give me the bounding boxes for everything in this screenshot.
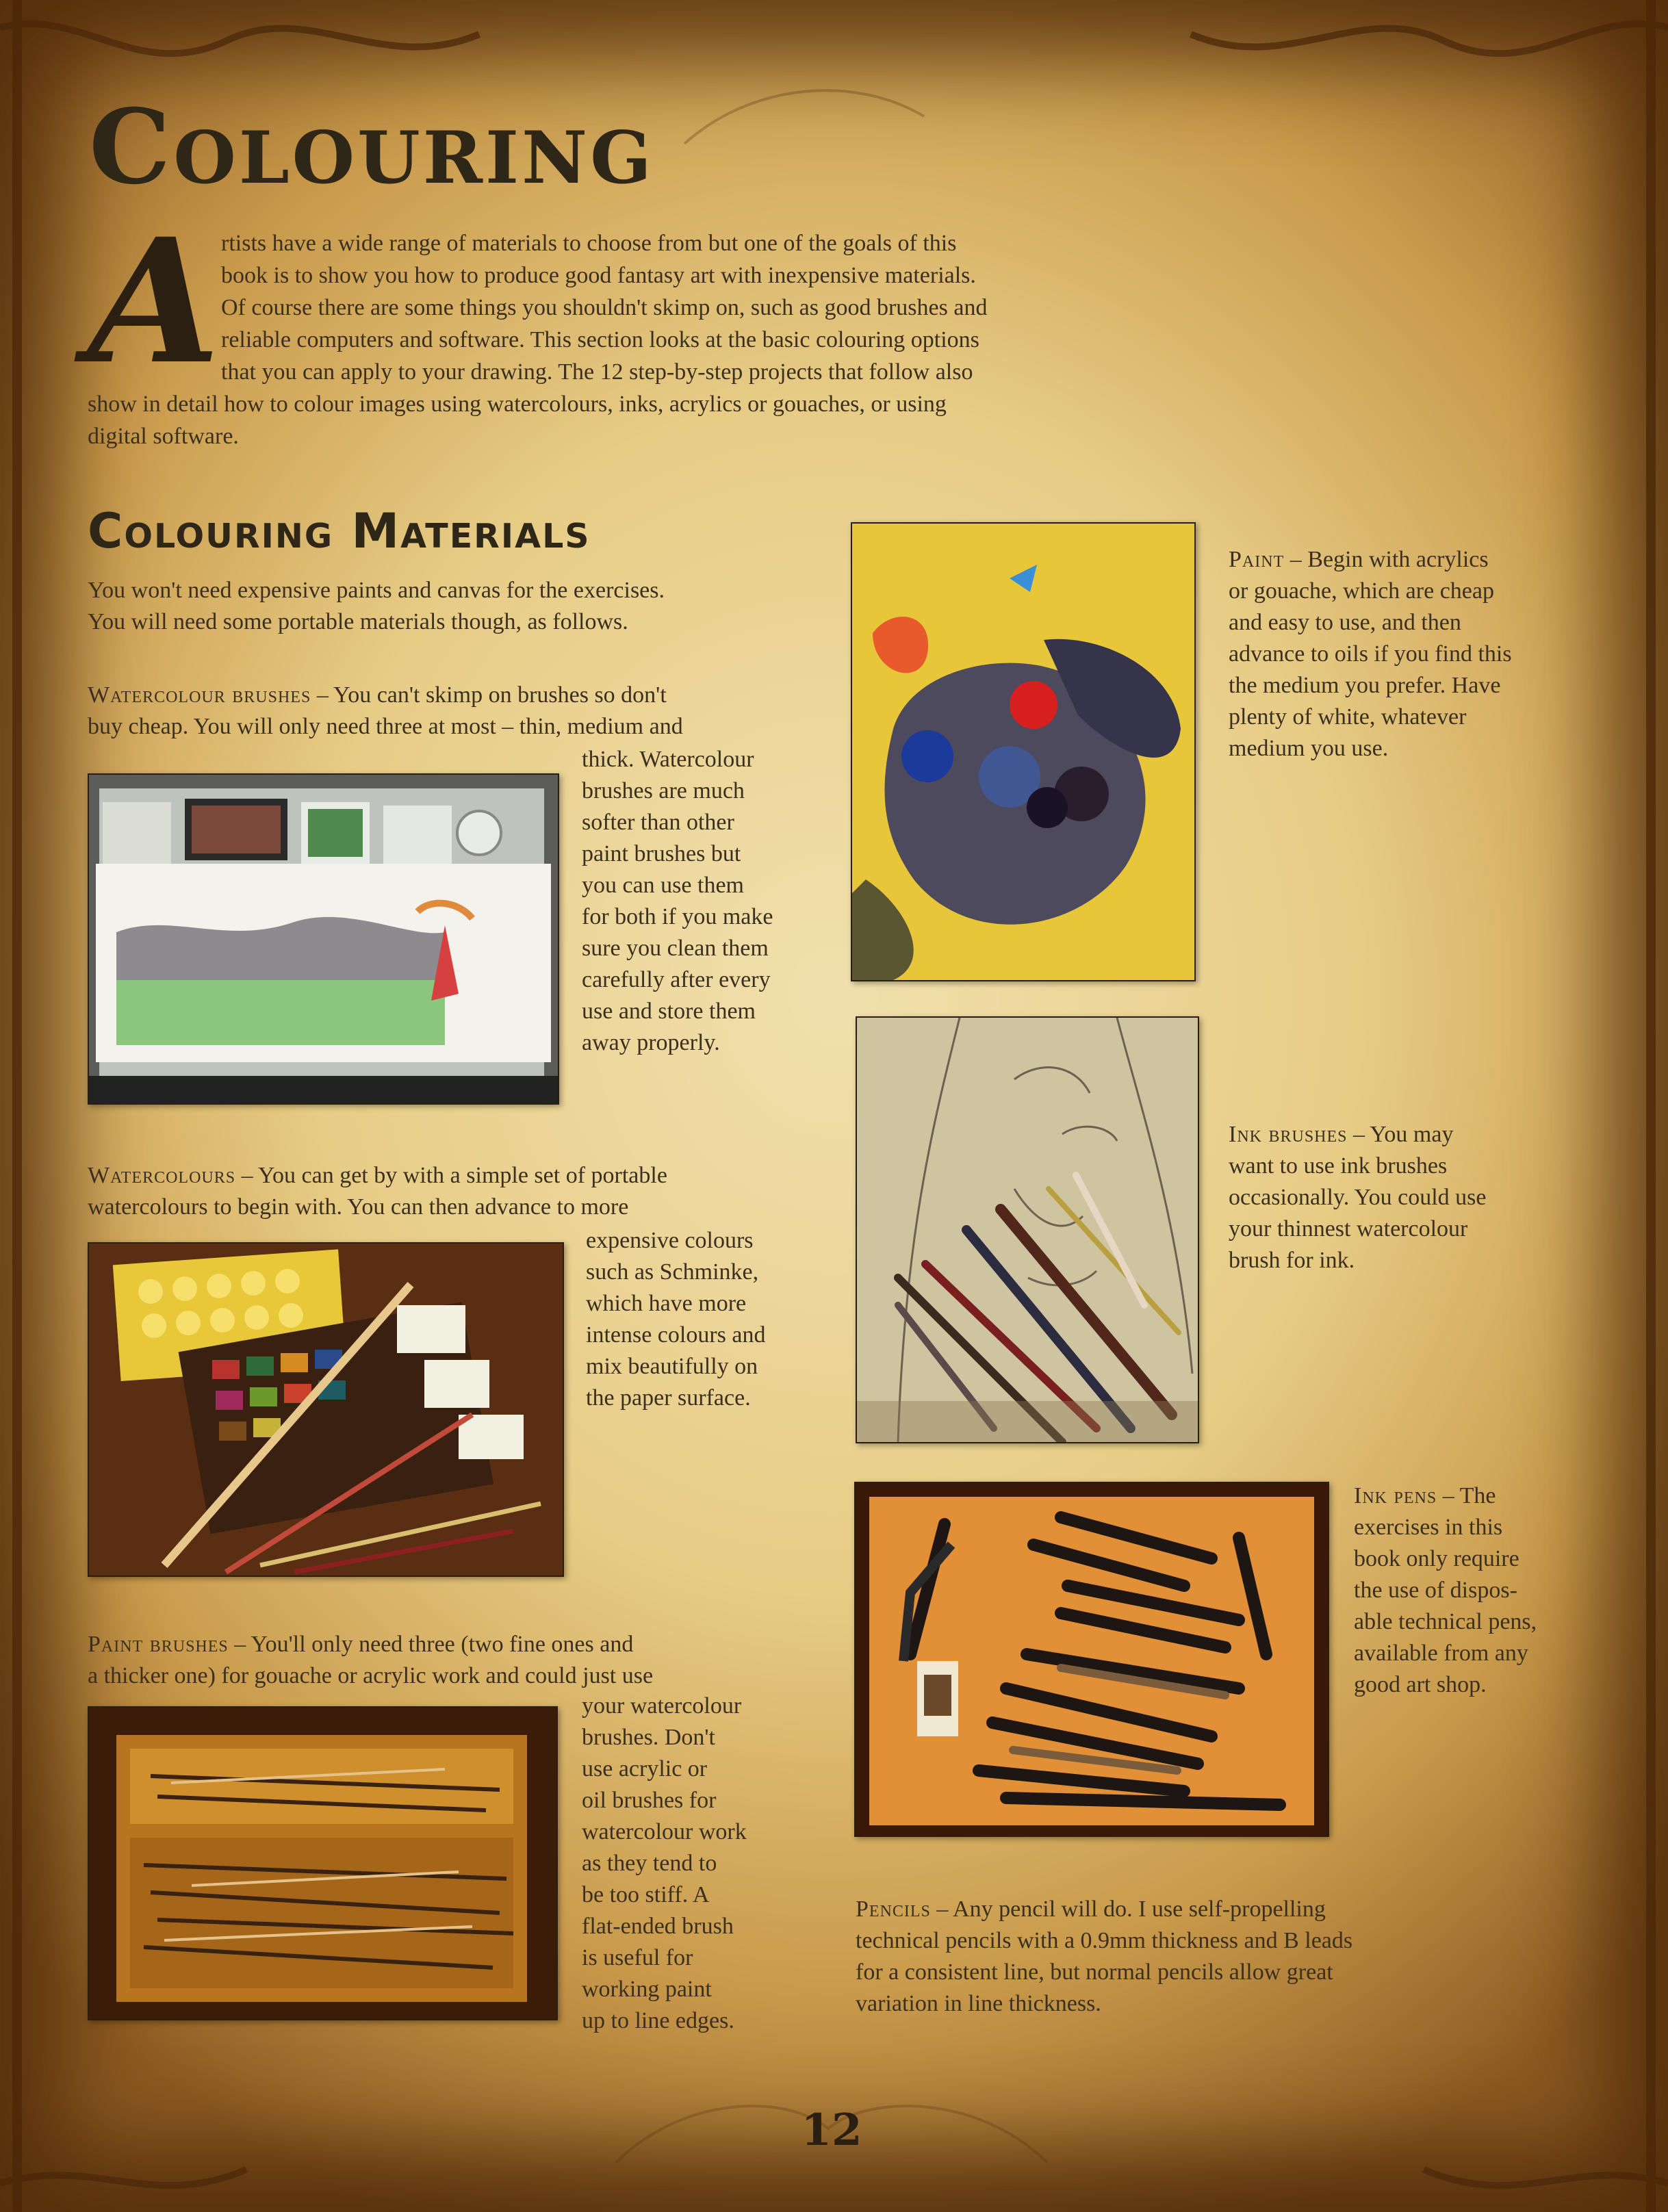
paint-brushes-photo — [88, 1706, 558, 2020]
watercolour-brushes-side-text: thick. Watercolour brushes are much softer than other paint brushes but you can use them for both if you make sure you clean them carefully after every use and store them away properly. — [582, 747, 773, 1055]
item-label: Ink pens — [1354, 1483, 1437, 1508]
section-lead: You won't need expensive paints and canvas for the exercises. You will need some portable materials though, as follows. — [88, 578, 665, 634]
watercolours-side-text: expensive colours such as Schminke, which have more intense colours and mix beautifully on the paper surface. — [586, 1228, 766, 1411]
ink-brushes-photo — [856, 1016, 1199, 1443]
watercolours-text: Watercolours – You can get by with a simple set of portable watercolours to begin with. You can then advance to more — [88, 1163, 667, 1220]
item-label: Paint brushes — [88, 1632, 229, 1657]
watercolour-brushes-text: Watercolour brushes – You can't skimp on brushes so don't buy cheap. You will only need three at most – thin, medium and — [88, 682, 683, 739]
ink-pens-photo — [854, 1482, 1329, 1837]
item-label: Pencils — [856, 1896, 931, 1922]
ink-pens-text: Ink pens – The exercises in this book only require the use of dispos- able technical pens, available from any good art shop. — [1354, 1483, 1537, 1697]
drop-cap: A — [88, 201, 220, 402]
pencils-text: Pencils – Any pencil will do. I use self-propelling technical pencils with a 0.9mm thickness and B leads for a consistent line, but normal pencils allow great variation in line thickness. — [856, 1896, 1353, 2016]
item-label: Watercolour brushes — [88, 682, 311, 708]
paint-brushes-side-text: your watercolour brushes. Don't use acrylic or oil brushes for watercolour work as they tend to be too stiff. A flat-ended brush is useful for working paint up to line edges. — [582, 1693, 747, 2033]
item-label: Paint — [1229, 547, 1285, 572]
item-label: Watercolours — [88, 1163, 236, 1188]
intro-paragraph: rtists have a wide range of materials to choose from but one of the goals of this book is to show you how to produce good fantasy art with inexpensive materials. Of course there are some things you shouldn't skimp on, such as good brushes and reliable computers and software. This section looks at the basic colouring options that you can apply to your drawing. The 12 step-by-step projects that follow also show in detail how to colour images using watercolours, inks, acrylics or gouaches, or using digital software. — [88, 231, 988, 449]
watercolour-brushes-photo — [88, 773, 559, 1105]
paint-text: Paint – Begin with acrylics or gouache, which are cheap and easy to use, and then advance to oils if you find this the medium you prefer. Have plenty of white, whatever medium you use. — [1229, 547, 1512, 761]
section-heading: Colouring Materials — [88, 503, 591, 559]
paint-photo — [851, 522, 1196, 981]
page-number: 12 — [801, 2105, 862, 2156]
page-title: Colouring — [89, 87, 654, 207]
watercolours-photo — [88, 1242, 564, 1577]
ink-brushes-text: Ink brushes – You may want to use ink brushes occasionally. You could use your thinnest watercolour brush for ink. — [1229, 1122, 1487, 1273]
paint-brushes-text: Paint brushes – You'll only need three (two fine ones and a thicker one) for gouache or acrylic work and could just use — [88, 1632, 654, 1688]
item-label: Ink brushes — [1229, 1122, 1348, 1147]
